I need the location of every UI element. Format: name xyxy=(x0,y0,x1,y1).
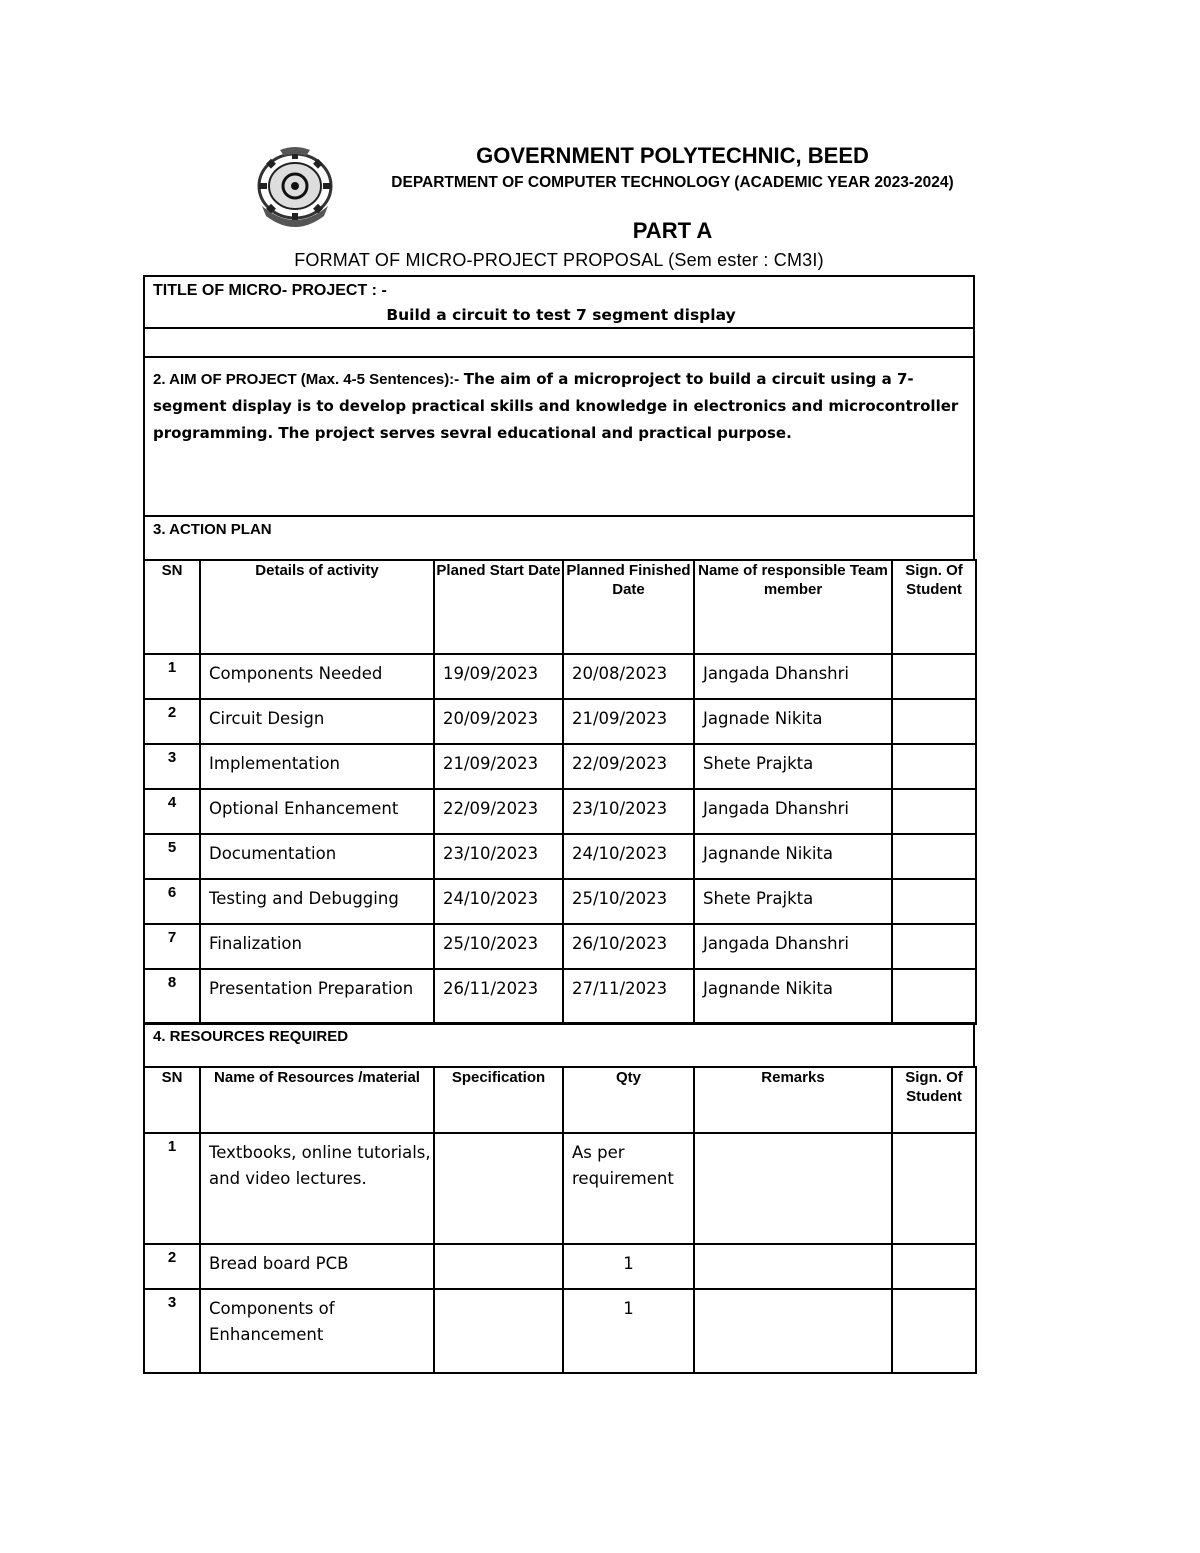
row-sign xyxy=(892,744,976,789)
resources-table xyxy=(143,1066,977,1374)
row-team-member: Jangada Dhanshri xyxy=(694,789,892,834)
table-row xyxy=(144,654,976,699)
row-sn: 4 xyxy=(144,789,200,834)
row-sign xyxy=(892,1289,976,1373)
row-finish-date: 20/08/2023 xyxy=(563,654,694,699)
aim-body: The aim of a microproject to build a circuit using a 7-segment display is to develop practical skills and knowledge in electronics and microcontroller programming. The project serves sevral educational and practical purpose. xyxy=(153,370,959,442)
header-sign: Sign. Of Student xyxy=(892,560,976,654)
action-plan-label: 3. ACTION PLAN xyxy=(153,521,272,538)
header-sign: Sign. Of Student xyxy=(892,1067,976,1133)
row-start-date: 21/09/2023 xyxy=(434,744,563,789)
header-start-date: Planed Start Date xyxy=(434,560,563,654)
title-label: TITLE OF MICRO- PROJECT : - xyxy=(153,282,387,299)
action-plan-table xyxy=(143,559,977,1025)
row-sign xyxy=(892,1133,976,1244)
row-sn: 1 xyxy=(144,654,200,699)
row-activity: Components Needed xyxy=(200,654,434,699)
row-start-date: 23/10/2023 xyxy=(434,834,563,879)
resources-label: 4. RESOURCES REQUIRED xyxy=(153,1028,349,1045)
header-sn: SN xyxy=(144,560,200,654)
header-finish-date: Planned Finished Date xyxy=(563,560,694,654)
table-row xyxy=(144,699,976,744)
row-sn: 1 xyxy=(144,1133,200,1244)
row-finish-date: 26/10/2023 xyxy=(563,924,694,969)
row-sign xyxy=(892,834,976,879)
blank-row xyxy=(143,327,975,358)
title-section xyxy=(143,275,975,329)
row-sign xyxy=(892,789,976,834)
row-finish-date: 25/10/2023 xyxy=(563,879,694,924)
row-finish-date: 23/10/2023 xyxy=(563,789,694,834)
row-activity: Implementation xyxy=(200,744,434,789)
row-start-date: 26/11/2023 xyxy=(434,969,563,1024)
part-heading: PART A xyxy=(632,218,713,243)
row-sn: 2 xyxy=(144,699,200,744)
row-team-member: Shete Prajkta xyxy=(694,879,892,924)
row-sign xyxy=(892,879,976,924)
row-qty: 1 xyxy=(563,1289,694,1373)
row-start-date: 19/09/2023 xyxy=(434,654,563,699)
row-sign xyxy=(892,969,976,1024)
row-qty: As per requirement xyxy=(563,1133,694,1244)
row-finish-date: 27/11/2023 xyxy=(563,969,694,1024)
row-start-date: 22/09/2023 xyxy=(434,789,563,834)
row-activity: Finalization xyxy=(200,924,434,969)
header-specification: Specification xyxy=(434,1067,563,1133)
row-sn: 3 xyxy=(144,744,200,789)
action-plan-header-row xyxy=(144,560,976,654)
format-heading: FORMAT OF MICRO-PROJECT PROPOSAL (Sem ester : CM3I) xyxy=(294,250,824,270)
table-row xyxy=(144,1133,976,1244)
action-plan-section xyxy=(143,515,975,561)
row-specification xyxy=(434,1244,563,1289)
resources-section xyxy=(143,1022,975,1068)
row-team-member: Jangada Dhanshri xyxy=(694,924,892,969)
header-team-member: Name of responsible Team member xyxy=(694,560,892,654)
row-sn: 3 xyxy=(144,1289,200,1373)
row-finish-date: 22/09/2023 xyxy=(563,744,694,789)
row-resource-name: Components of Enhancement xyxy=(200,1289,434,1373)
table-row xyxy=(144,834,976,879)
header-activity: Details of activity xyxy=(200,560,434,654)
table-row xyxy=(144,789,976,834)
row-sn: 5 xyxy=(144,834,200,879)
row-sign xyxy=(892,924,976,969)
row-sn: 6 xyxy=(144,879,200,924)
row-specification xyxy=(434,1133,563,1244)
row-sn: 8 xyxy=(144,969,200,1024)
row-team-member: Jagnade Nikita xyxy=(694,699,892,744)
header-sn: SN xyxy=(144,1067,200,1133)
row-start-date: 25/10/2023 xyxy=(434,924,563,969)
row-qty: 1 xyxy=(563,1244,694,1289)
row-sn: 7 xyxy=(144,924,200,969)
row-resource-name: Textbooks, online tutorials, and video lectures. xyxy=(200,1133,434,1244)
row-remarks xyxy=(694,1289,892,1373)
aim-label: 2. AIM OF PROJECT (Max. 4-5 Sentences):- xyxy=(153,371,460,388)
table-row xyxy=(144,879,976,924)
title-value: Build a circuit to test 7 segment display xyxy=(386,306,736,324)
row-activity: Circuit Design xyxy=(200,699,434,744)
header-qty: Qty xyxy=(563,1067,694,1133)
resources-header-row xyxy=(144,1067,976,1133)
row-team-member: Jagnande Nikita xyxy=(694,969,892,1024)
row-activity: Optional Enhancement xyxy=(200,789,434,834)
row-start-date: 20/09/2023 xyxy=(434,699,563,744)
row-sign xyxy=(892,699,976,744)
row-activity: Documentation xyxy=(200,834,434,879)
department-name: DEPARTMENT OF COMPUTER TECHNOLOGY (ACADEMIC YEAR 2023-2024) xyxy=(391,174,954,191)
table-row xyxy=(144,1289,976,1373)
table-row xyxy=(144,969,976,1024)
aim-text xyxy=(153,366,971,447)
row-team-member: Shete Prajkta xyxy=(694,744,892,789)
row-finish-date: 24/10/2023 xyxy=(563,834,694,879)
row-team-member: Jangada Dhanshri xyxy=(694,654,892,699)
row-activity: Presentation Preparation xyxy=(200,969,434,1024)
table-row xyxy=(144,744,976,789)
table-row xyxy=(144,1244,976,1289)
row-start-date: 24/10/2023 xyxy=(434,879,563,924)
row-sign xyxy=(892,654,976,699)
row-resource-name: Bread board PCB xyxy=(200,1244,434,1289)
header-resource-name: Name of Resources /material xyxy=(200,1067,434,1133)
row-sign xyxy=(892,1244,976,1289)
institute-name: GOVERNMENT POLYTECHNIC, BEED xyxy=(476,143,869,168)
row-remarks xyxy=(694,1244,892,1289)
row-finish-date: 21/09/2023 xyxy=(563,699,694,744)
row-team-member: Jagnande Nikita xyxy=(694,834,892,879)
header-remarks: Remarks xyxy=(694,1067,892,1133)
row-remarks xyxy=(694,1133,892,1244)
row-activity: Testing and Debugging xyxy=(200,879,434,924)
table-row xyxy=(144,924,976,969)
row-specification xyxy=(434,1289,563,1373)
row-sn: 2 xyxy=(144,1244,200,1289)
aim-section xyxy=(143,356,975,517)
